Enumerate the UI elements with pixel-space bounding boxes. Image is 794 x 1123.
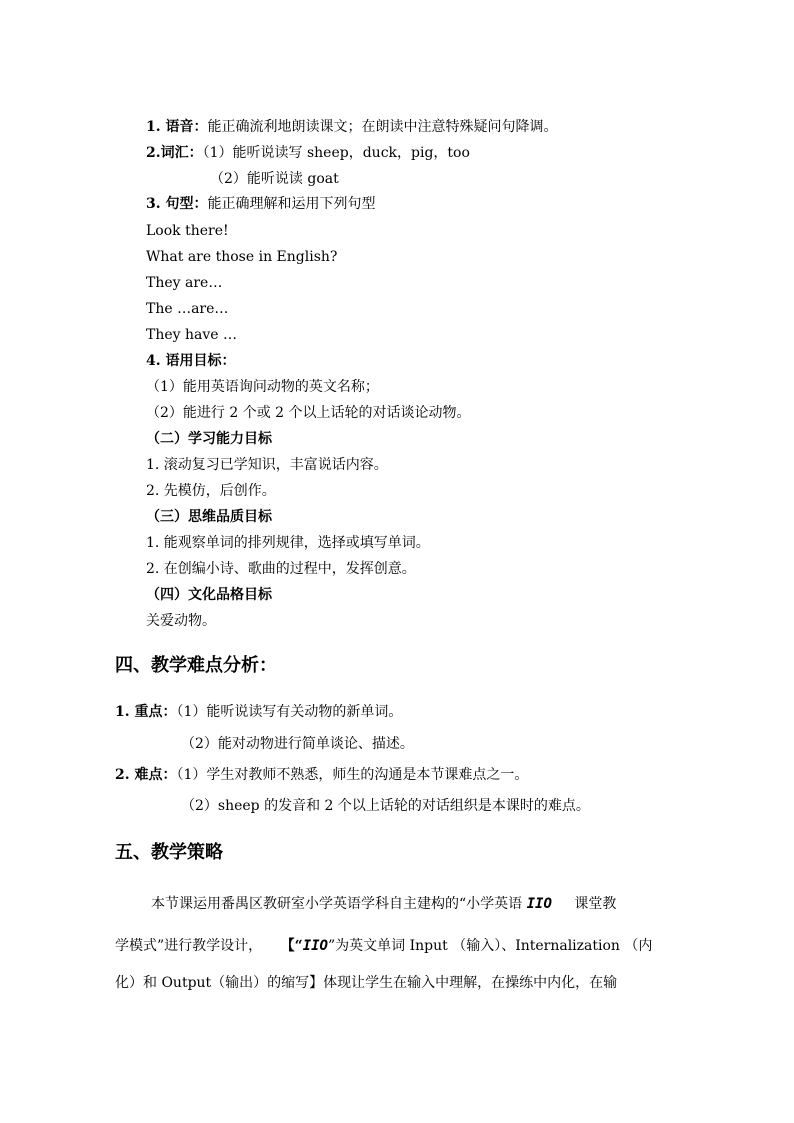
phonetics-line <box>146 118 558 136</box>
strategy-line-3: 化）和 Output（输出）的缩写】体现让学生在输入中理解，在操练中内化，在输 <box>115 975 618 991</box>
section-4-heading: 四、教学难点分析： <box>115 655 277 676</box>
strategy-line-2-c: ”为英文单词 Input （输入）、Internalization （内 <box>327 938 653 954</box>
sentence-3: They are… <box>146 275 223 291</box>
cultural-character-1: 关爱动物。 <box>146 613 216 629</box>
vocabulary-text: （1）能听说读写 sheep，duck，pig，too <box>202 145 470 161</box>
key-point-text-1: （1）能听说读写有关动物的新单词。 <box>176 704 403 720</box>
strategy-line-1 <box>151 894 616 914</box>
vocabulary-line-2: （2）能听说读 goat <box>210 171 339 187</box>
difficulty-line-2: （2）sheep 的发音和 2 个以上话轮的对话组织是本课时的难点。 <box>181 798 590 814</box>
pragmatic-goal-2: （2）能进行 2 个或 2 个以上话轮的对话谈论动物。 <box>146 405 471 421</box>
thinking-quality-heading: （三）思维品质目标 <box>146 509 272 525</box>
sentence-pattern-label: 3. 句型： <box>146 196 208 212</box>
strategy-line-1-b: 课堂教 <box>574 896 617 912</box>
sentence-2: What are those in English? <box>146 249 338 265</box>
sentence-pattern-text: 能正确理解和运用下列句型 <box>207 196 376 212</box>
vocabulary-line <box>146 144 470 162</box>
learning-ability-heading: （二）学习能力目标 <box>146 431 272 447</box>
phonetics-text: 能正确流利地朗读课文；在朗读中注意特殊疑问句降调。 <box>207 119 558 135</box>
difficulty-text-1: （1）学生对教师不熟悉，师生的沟通是本节课难点之一。 <box>176 767 529 783</box>
sentence-5: They have … <box>146 327 238 343</box>
key-point-line-1 <box>115 703 402 721</box>
learning-ability-1: 1. 滚动复习已学知识，丰富说话内容。 <box>146 457 388 473</box>
difficulty-line-1 <box>115 766 528 784</box>
key-point-label: 1. 重点： <box>115 704 177 720</box>
section-5-heading: 五、教学策略 <box>115 842 223 863</box>
vocabulary-label: 2.词汇： <box>146 145 203 161</box>
phonetics-label: 1. 语音： <box>146 119 208 135</box>
key-point-line-2: （2）能对动物进行简单谈论、描述。 <box>181 736 414 752</box>
cultural-character-heading: （四）文化品格目标 <box>146 587 272 603</box>
sentence-pattern-line <box>146 195 376 213</box>
strategy-line-1-a: 本节课运用番禺区教研室小学英语学科自主建构的“小学英语 <box>151 896 523 912</box>
sentence-1: Look there! <box>146 223 229 239</box>
difficulty-label: 2. 难点： <box>115 767 177 783</box>
iio-term-1: IIO <box>526 896 552 912</box>
pragmatic-goal-label: 4. 语用目标： <box>146 353 236 369</box>
strategy-line-2 <box>115 936 652 956</box>
sentence-4: The …are… <box>146 301 229 317</box>
strategy-line-2-a: 学模式”进行教学设计， <box>115 938 263 954</box>
pragmatic-goal-1: （1）能用英语询问动物的英文名称； <box>146 379 379 395</box>
thinking-quality-1: 1. 能观察单词的排列规律，选择或填写单词。 <box>146 535 430 551</box>
iio-term-2: IIO <box>302 938 328 954</box>
thinking-quality-2: 2. 在创编小诗、歌曲的过程中，发挥创意。 <box>146 561 416 577</box>
strategy-line-2-bracket: 【“ <box>280 938 303 954</box>
learning-ability-2: 2. 先模仿，后创作。 <box>146 483 276 499</box>
